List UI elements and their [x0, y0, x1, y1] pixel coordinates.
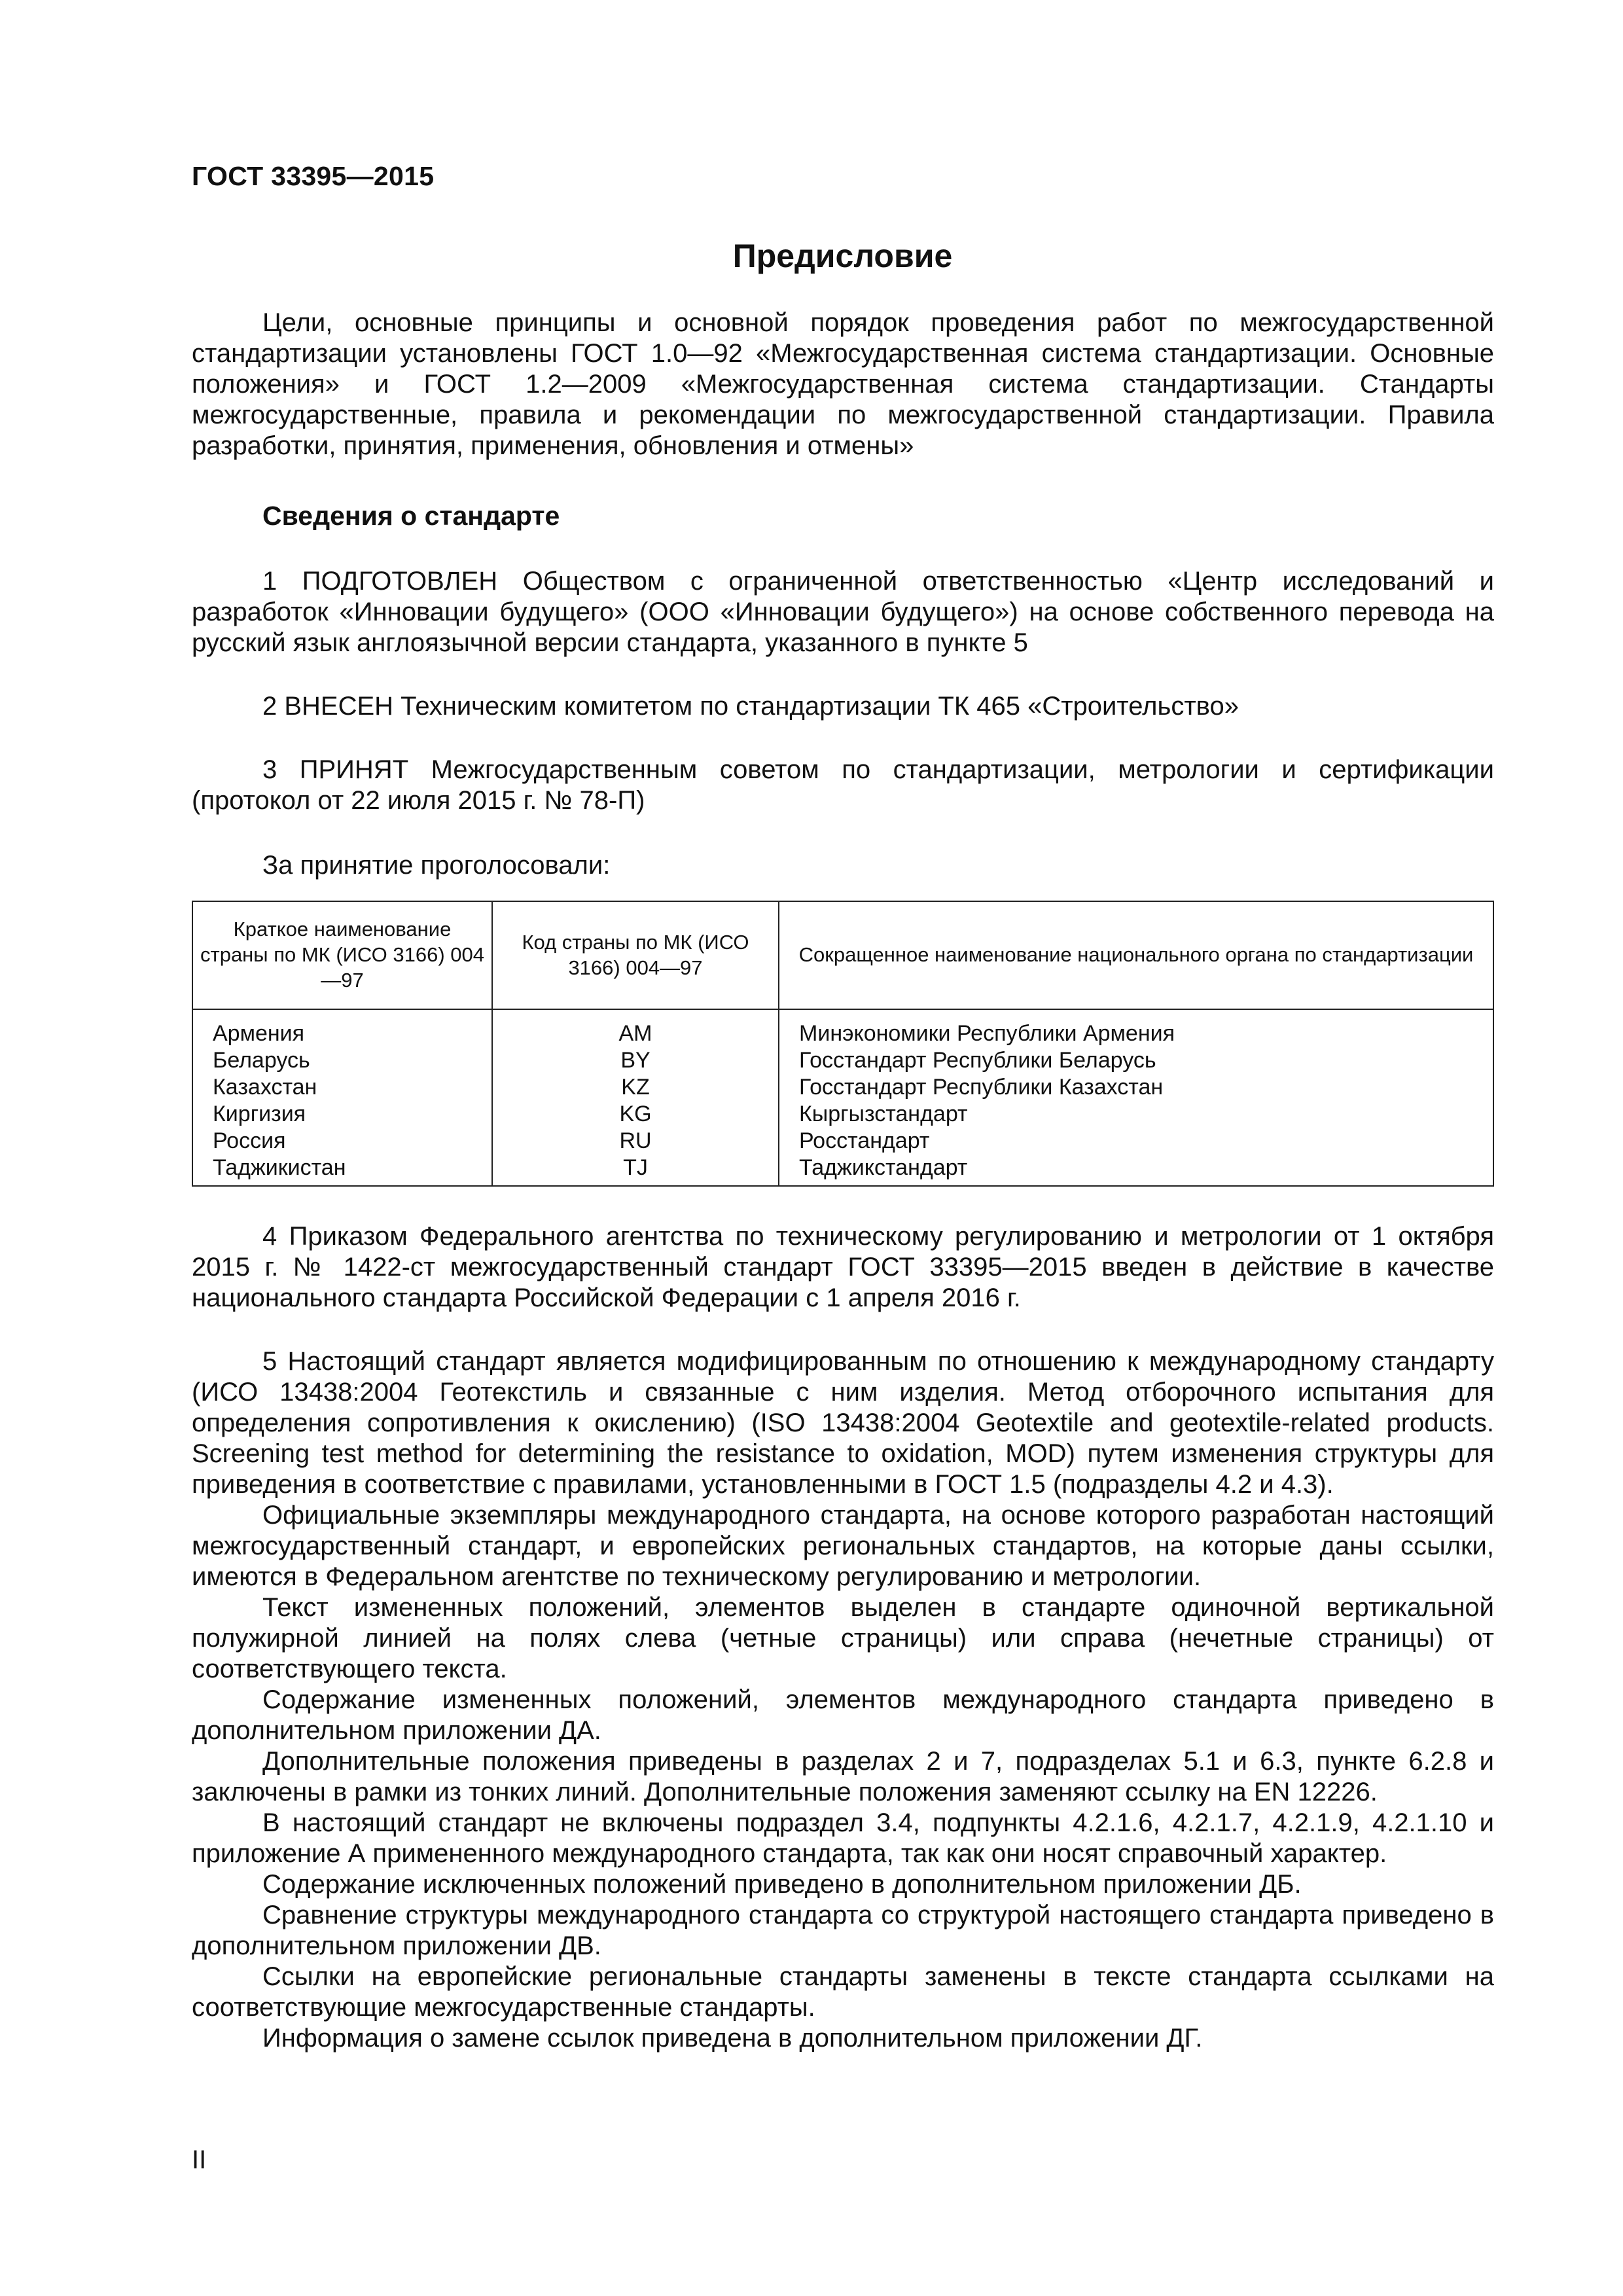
item-5-annex-dv-note: Сравнение структуры международного стандарта со структурой настоящего стандарта приведено в дополнительном приложении ДВ.: [192, 1901, 1494, 1960]
document-body: [192, 308, 1494, 2054]
item-5-paragraph: 5 Настоящий стандарт является модифицированным по отношению к международному стандарту (ИСО 13438:2004 Геотекстиль и связанные с ним изделия. Метод отборочного испытания для определения сопротивления к окислению) (ISO 13438:2004 Geotextile and geotextile-related products. Screening test method for determining the resistance to oxidation, MOD) путем изменения структуры для приведения в соответствие с правилами, установленными в ГОСТ 1.5 (подразделы 4.2 и 4.3).: [192, 1347, 1494, 1499]
item-4-paragraph: 4 Приказом Федерального агентства по техническому регулированию и метрологии от 1 октября 2015 г. № 1422-ст межгосударственный стандарт ГОСТ 33395—2015 введен в действие в качестве национального стандарта Российской Федерации с 1 апреля 2016 г.: [192, 1222, 1494, 1312]
country-cell: Беларусь: [192, 1047, 492, 1074]
country-code-cell: KZ: [492, 1074, 779, 1101]
member-states-table: [192, 901, 1494, 1187]
authority-cell: Таджикстандарт: [779, 1155, 1493, 1186]
vote-intro-text: За принятие проголосовали:: [262, 851, 611, 880]
country-cell: Казахстан: [192, 1074, 492, 1101]
item-5-additional-provisions: Дополнительные положения приведены в разделах 2 и 7, подразделах 5.1 и 6.3, пункте 6.2.8 и заключены в рамки из тонких линий. Дополнительные положения заменяют ссылку на EN 12226.: [192, 1747, 1494, 1806]
country-code-cell: KG: [492, 1101, 779, 1128]
item-5-changed-text-note: Текст измененных положений, элементов выделен в стандарте одиночной вертикальной полужирной линией на полях слева (четные страницы) или справа (нечетные страницы) от соответствующего текста.: [192, 1593, 1494, 1683]
country-code-cell: BY: [492, 1047, 779, 1074]
country-code-cell: AM: [492, 1009, 779, 1047]
item-2-paragraph: 2 ВНЕСЕН Техническим комитетом по стандартизации ТК 465 «Строительство»: [262, 692, 1239, 721]
table-row: [192, 1101, 1493, 1128]
table-header-authority: Сокращенное наименование национального органа по стандартизации: [779, 901, 1493, 1009]
country-code-cell: TJ: [492, 1155, 779, 1186]
table-header-row: [192, 901, 1493, 1009]
authority-cell: Кыргызстандарт: [779, 1101, 1493, 1128]
page-title: Предисловие: [732, 238, 953, 274]
country-cell: Таджикистан: [192, 1155, 492, 1186]
country-cell: Армения: [192, 1009, 492, 1047]
authority-cell: Росстандарт: [779, 1128, 1493, 1155]
country-cell: Россия: [192, 1128, 492, 1155]
item-5-annex-da-note: Содержание измененных положений, элементов международного стандарта приведено в дополнительном приложении ДА.: [192, 1685, 1494, 1745]
table-header-country: Краткое наименование страны по МК (ИСО 3166) 004—97: [192, 901, 492, 1009]
item-5-official-copies: Официальные экземпляры международного стандарта, на основе которого разработан настоящий межгосударственный стандарт, и европейских региональных стандартов, на которые даны ссылки, имеются в Федеральном агентстве по техническому регулированию и метрологии.: [192, 1501, 1494, 1591]
item-3-paragraph: 3 ПРИНЯТ Межгосударственным советом по стандартизации, метрологии и сертификации (протокол от 22 июля 2015 г. № 78-П): [192, 755, 1494, 815]
item-5-excluded-subclauses: В настоящий стандарт не включены подраздел 3.4, подпункты 4.2.1.6, 4.2.1.7, 4.2.1.9, 4.2.1.10 и приложение А примененного международного стандарта, так как они носят справочный характер.: [192, 1808, 1494, 1868]
item-5-annex-dg-note: Информация о замене ссылок приведена в дополнительном приложении ДГ.: [262, 2024, 1203, 2053]
country-cell: Киргизия: [192, 1101, 492, 1128]
table-row: [192, 1128, 1493, 1155]
authority-cell: Минэкономики Республики Армения: [779, 1009, 1493, 1047]
table-row: [192, 1074, 1493, 1101]
table-row: [192, 1047, 1493, 1074]
item-5-references-replaced: Ссылки на европейские региональные стандарты заменены в тексте стандарта ссылками на соответствующие межгосударственные стандарты.: [192, 1962, 1494, 2022]
table-row: [192, 1009, 1493, 1047]
item-5-annex-db-note: Содержание исключенных положений приведено в дополнительном приложении ДБ.: [262, 1870, 1302, 1899]
section-heading: Сведения о стандарте: [262, 501, 560, 531]
foreword-paragraph: Цели, основные принципы и основной порядок проведения работ по межгосударственной стандартизации установлены ГОСТ 1.0—92 «Межгосударственная система стандартизации. Основные положения» и ГОСТ 1.2—2009 «Межгосударственная система стандартизации. Стандарты межгосударственные, правила и рекомендации по межгосударственной стандартизации. Правила разработки, принятия, применения, обновления и отмены»: [192, 308, 1494, 460]
authority-cell: Госстандарт Республики Казахстан: [779, 1074, 1493, 1101]
table-header-code: Код страны по МК (ИСО 3166) 004—97: [492, 901, 779, 1009]
document-number-header: ГОСТ 33395—2015: [192, 161, 435, 191]
country-code-cell: RU: [492, 1128, 779, 1155]
item-1-paragraph: 1 ПОДГОТОВЛЕН Обществом с ограниченной ответственностью «Центр исследований и разработок «Инновации будущего» (ООО «Инновации будущего») на основе собственного перевода на русский язык англоязычной версии стандарта, указанного в пункте 5: [192, 567, 1494, 657]
table-row: [192, 1155, 1493, 1186]
authority-cell: Госстандарт Республики Беларусь: [779, 1047, 1493, 1074]
page-number: II: [192, 2145, 207, 2174]
